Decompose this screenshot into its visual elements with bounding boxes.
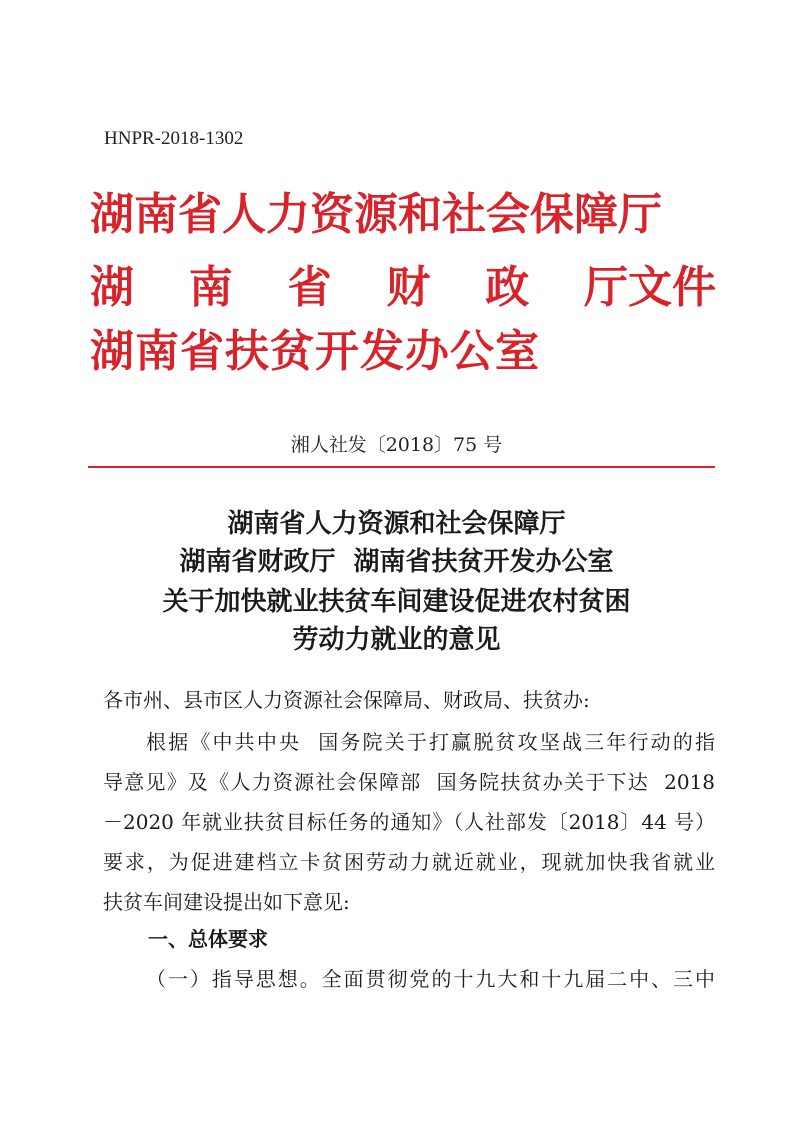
title-line-4: 劳动力就业的意见 <box>292 625 501 655</box>
title-line-2: 湖南省财政厅 湖南省扶贫开发办公室 <box>179 547 614 577</box>
issuer-char: 南 <box>188 262 233 313</box>
salutation: 各市州、县市区人力资源社会保障局、财政局、扶贫办: <box>103 688 590 712</box>
issuer-line-finance-department <box>90 262 716 313</box>
paragraph-line: 根据《中共中央 国务院关于打赢脱贫攻坚战三年行动的指 <box>146 730 715 754</box>
paragraph-line: 导意见》及《人力资源社会保障部 国务院扶贫办关于下达 2018 <box>103 770 715 794</box>
issuer-char: 厅文件 <box>583 262 716 313</box>
issuer-char: 政 <box>485 262 530 313</box>
paragraph-line: （一）指导思想。全面贯彻党的十九大和十九届二中、三中 <box>146 967 715 991</box>
section-heading: 一、总体要求 <box>148 927 268 951</box>
document-code: HNPR-2018-1302 <box>104 128 244 149</box>
paragraph-line: －2020 年就业扶贫目标任务的通知》（人社部发〔2018〕44 号） <box>103 810 715 834</box>
paragraph-line: 要求，为促进建档立卡贫困劳动力就近就业，现就加快我省就业 <box>103 850 715 874</box>
title-line-1: 湖南省人力资源和社会保障厅 <box>227 509 566 539</box>
issuer-char: 财 <box>386 262 431 313</box>
issuer-char: 湖 <box>90 262 134 313</box>
issuer-char: 省 <box>287 262 332 313</box>
title-line-3: 关于加快就业扶贫车间建设促进农村贫困 <box>162 587 631 617</box>
paragraph-line: 扶贫车间建设提出如下意见: <box>103 890 350 914</box>
issuer-line-hr-department: 湖南省人力资源和社会保障厅 <box>90 189 662 240</box>
red-divider <box>88 466 715 468</box>
issuer-line-poverty-office: 湖南省扶贫开发办公室 <box>90 326 540 377</box>
document-number: 湘人社发〔2018〕75 号 <box>290 434 503 456</box>
